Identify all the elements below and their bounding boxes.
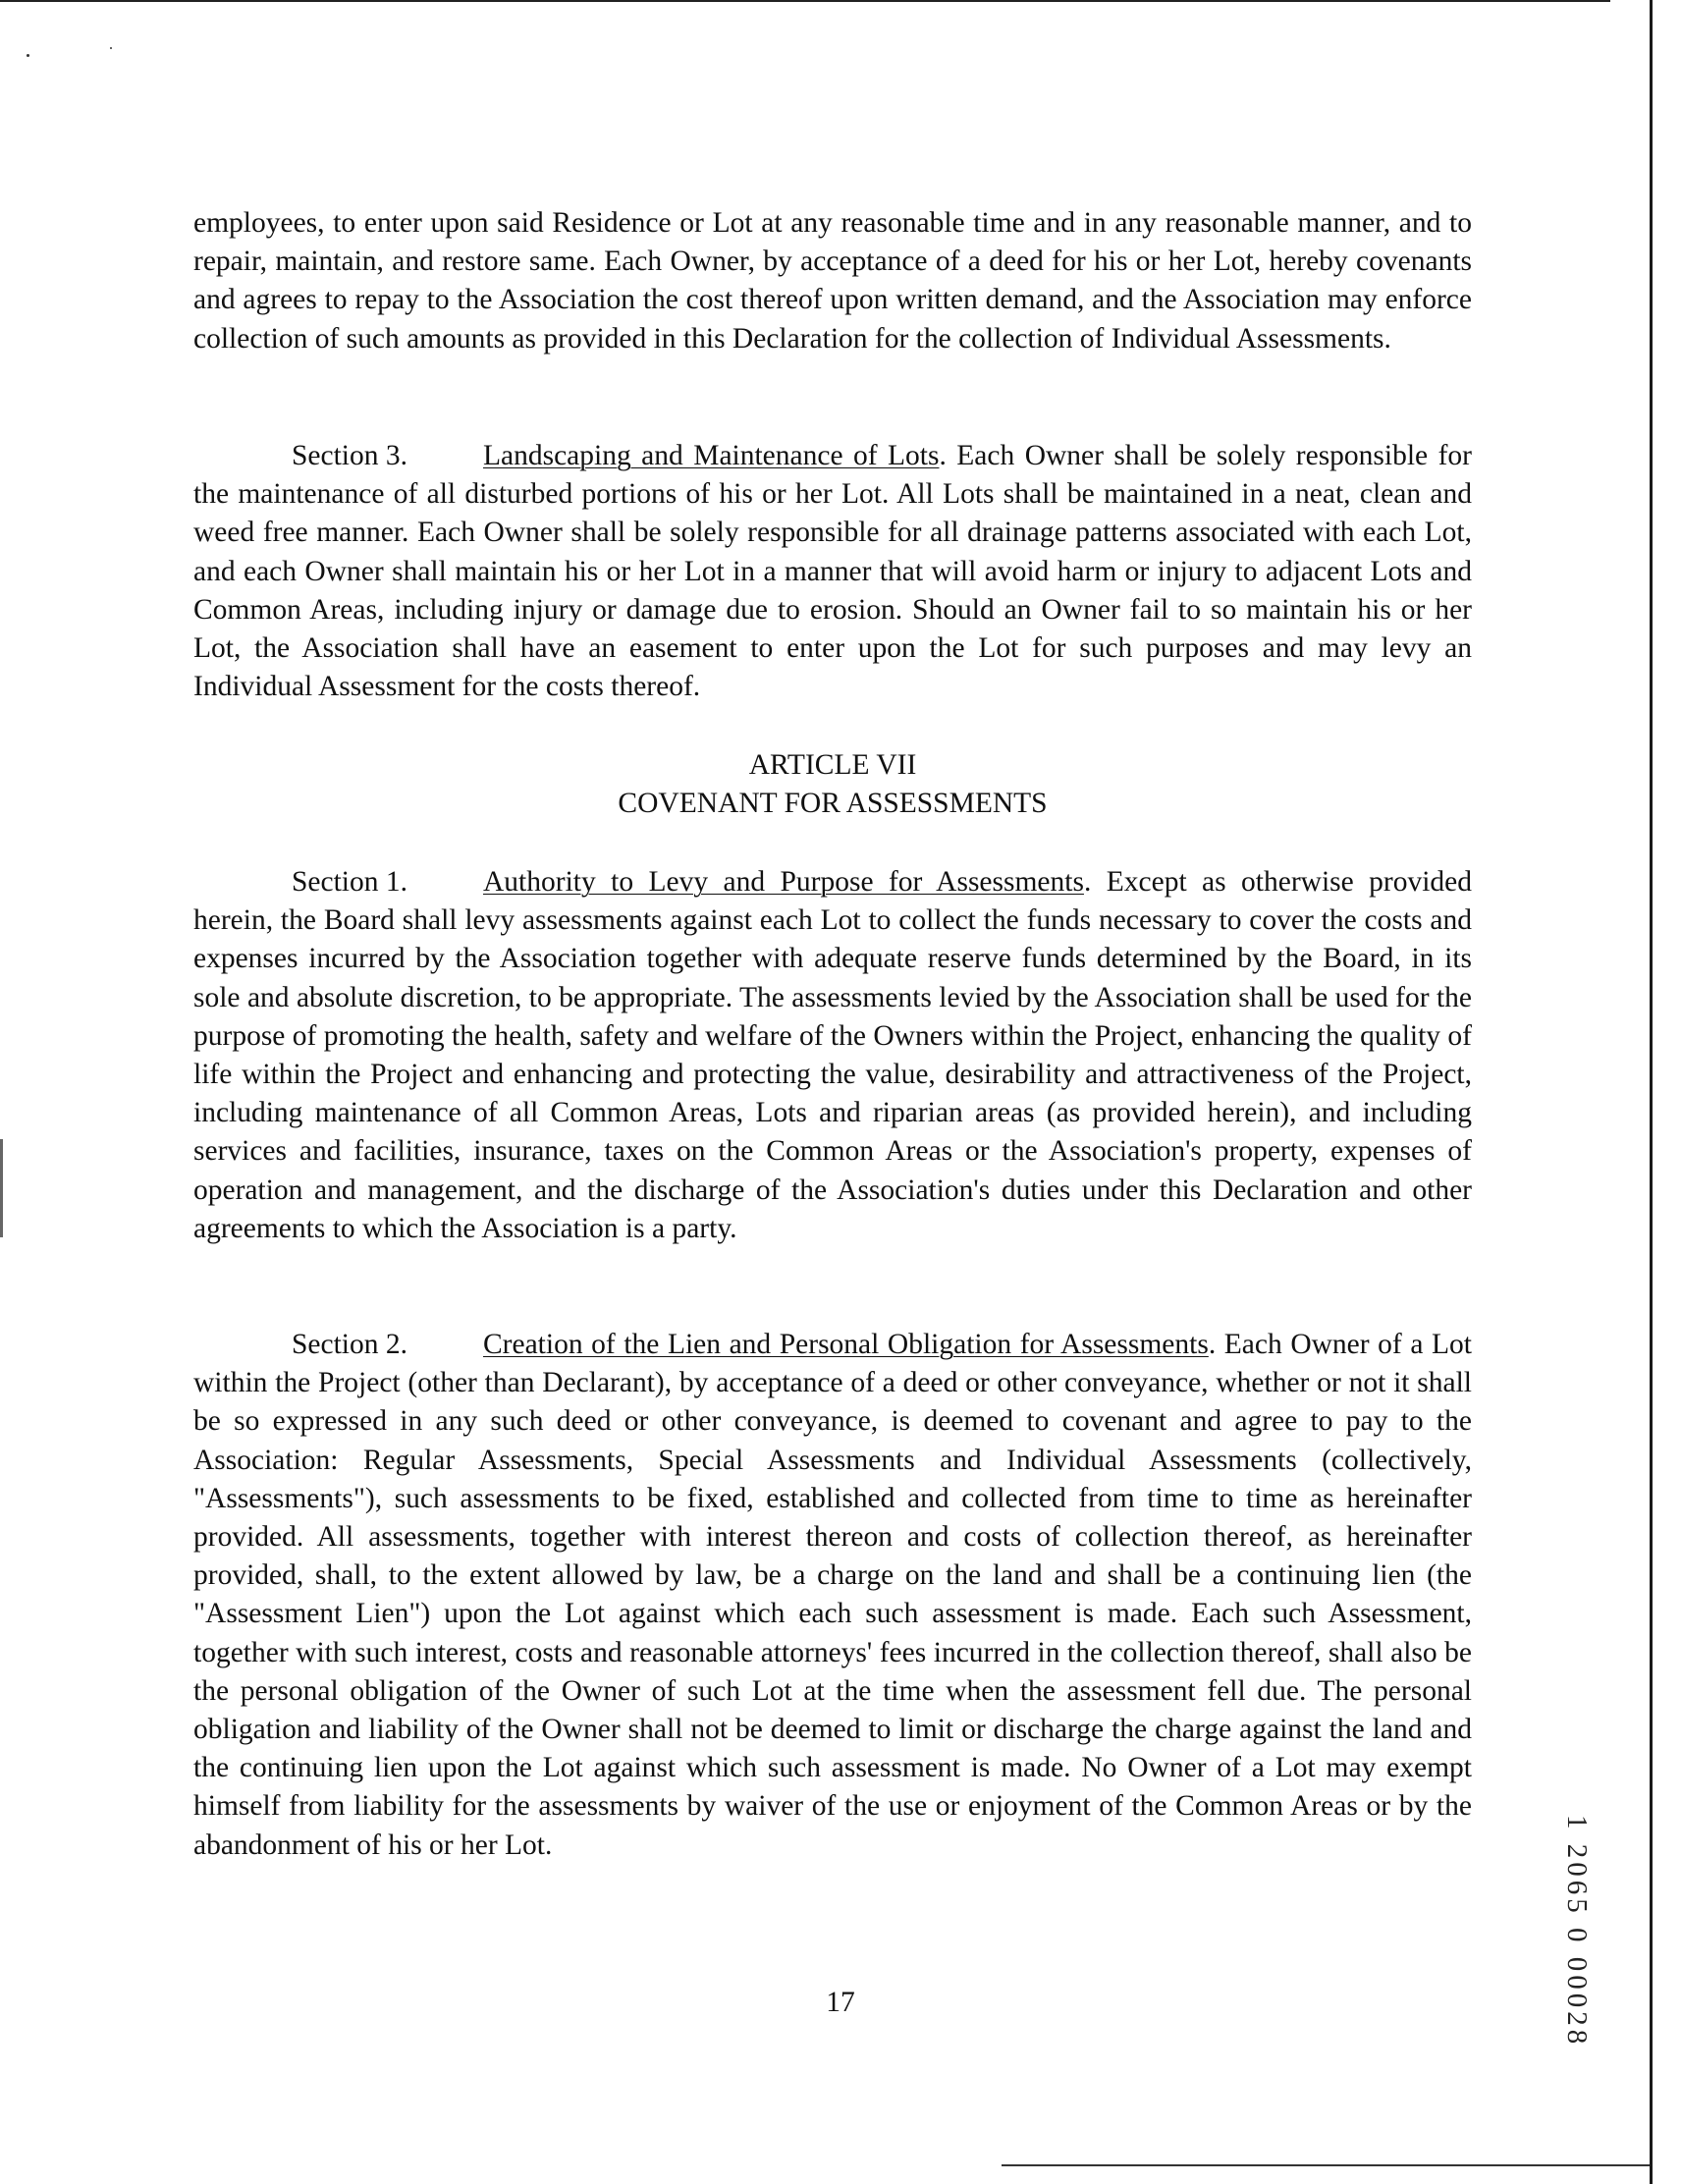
section-3-title: Landscaping and Maintenance of Lots [483, 440, 940, 471]
scan-border-right [1650, 0, 1653, 2184]
article-heading: ARTICLE VII [748, 749, 917, 781]
intro-paragraph: employees, to enter upon said Residence or Lot at any reasonable time and in any reasonable manner, and to repair, maintain, and restore same. Each Owner, by acceptance of a deed for his or her Lot, hereby covenants and agrees to repay to the Association the cost thereof upon written demand, and the Association may enforce collection of such amounts as provided in this Declaration for the collection of Individual Assessments. [193, 207, 1472, 355]
article-title: COVENANT FOR ASSESSMENTS [618, 788, 1048, 819]
scan-speck [110, 47, 112, 49]
article-heading-block [193, 746, 1472, 823]
section-2-paragraph [193, 1326, 1472, 1865]
section-1-block [193, 863, 1472, 1248]
section-1-paragraph [193, 863, 1472, 1248]
scan-border-bottom [1002, 2164, 1650, 2166]
intro-block [193, 204, 1472, 358]
page-number: 17 [826, 1987, 855, 2018]
section-1-body: . Except as otherwise provided herein, the Board shall levy assessments against each Lot to collect the funds necessary to cover the costs and expenses incurred by the Association together with adequate reserve funds determined by the Board, in its sole and absolute discretion, to be appropriate. The assessments levied by the Association shall be used for the purpose of promoting the health, safety and welfare of the Owners within the Project, enhancing the quality of life within the Project and enhancing and protecting the value, desirability and attractiveness of the Project, including maintenance of all Common Areas, Lots and riparian areas (as provided herein), and including services and facilities, insurance, taxes on the Common Areas or the Association's property, expenses of operation and management, and the discharge of the Association's duties under this Declaration and other agreements to which the Association is a party. [193, 866, 1472, 1244]
document-stamp: 1 2065 0 00028 [1561, 1815, 1593, 2048]
section-2-number: Section 2. [292, 1329, 407, 1360]
section-3-paragraph [193, 437, 1472, 706]
scan-mark-left [0, 1139, 3, 1237]
scan-speck [27, 54, 29, 57]
section-1-number: Section 1. [292, 866, 407, 898]
section-1-title: Authority to Levy and Purpose for Assessments [483, 866, 1084, 898]
section-2-title: Creation of the Lien and Personal Obligation for Assessments [483, 1329, 1209, 1360]
section-2-body: . Each Owner of a Lot within the Project (other than Declarant), by acceptance of a deed or other conveyance, whether or not it shall be so expressed in any such deed or other conveyance, is deemed to covenant and agree to pay to the Association: Regular Assessments, Special Assessments and Individual Assessments (collectively, "Assessments"), such assessments to be fixed, established and collected from time to time as hereinafter provided. All assessments, together with interest thereon and costs of collection thereof, as hereinafter provided, shall, to the extent allowed by law, be a charge on the land and shall be a continuing lien (the "Assessment Lien") upon the Lot against which each such assessment is made. Each such Assessment, together with such interest, costs and reasonable attorneys' fees incurred in the collection thereof, shall also be the personal obligation of the Owner of such Lot at the time when the assessment fell due. The personal obligation and liability of the Owner shall not be deemed to limit or discharge the charge against the land and the continuing lien upon the Lot against which such assessment is made. No Owner of a Lot may exempt himself from liability for the assessments by waiver of the use or enjoyment of the Common Areas or by the abandonment of his or her Lot. [193, 1329, 1472, 1861]
section-3-body: . Each Owner shall be solely responsible for the maintenance of all disturbed portions of his or her Lot. All Lots shall be maintained in a neat, clean and weed free manner. Each Owner shall be solely responsible for all drainage patterns associated with each Lot, and each Owner shall maintain his or her Lot in a manner that will avoid harm or injury to adjacent Lots and Common Areas, including injury or damage due to erosion. Should an Owner fail to so maintain his or her Lot, the Association shall have an easement to enter upon the Lot for such purposes and may levy an Individual Assessment for the costs thereof. [193, 440, 1472, 703]
scan-border-top [0, 0, 1610, 2]
section-3-number: Section 3. [292, 440, 407, 471]
section-3-block [193, 437, 1472, 706]
section-2-block [193, 1326, 1472, 1865]
